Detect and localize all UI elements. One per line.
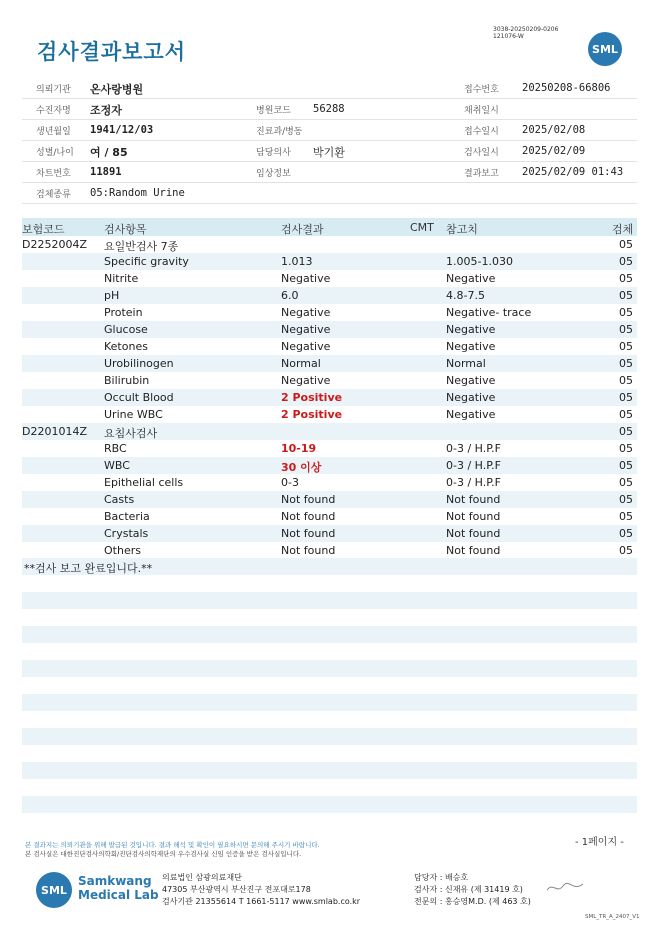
row-specimen: 05 (619, 255, 633, 268)
row-specimen: 05 (619, 442, 633, 455)
row-result: 10-19 (281, 442, 317, 455)
row-result: 1.013 (281, 255, 313, 268)
row-reference: 0-3 / H.P.F (446, 476, 501, 489)
brand-line-1: Samkwang (78, 874, 152, 888)
row-specimen: 05 (619, 476, 633, 489)
row-result: Negative (281, 306, 331, 319)
blank-row (22, 626, 637, 643)
row-reference: Negative (446, 323, 496, 336)
specimen-label: 검체종류 (36, 190, 71, 200)
clinical-label: 임상정보 (256, 169, 291, 179)
chart-value: 11891 (90, 166, 122, 178)
table-row (22, 508, 637, 525)
row-specimen: 05 (619, 272, 633, 285)
receipt-date-value: 2025/02/08 (522, 124, 586, 136)
footer-address: 47305 부산광역시 부산진구 전포대로178 (162, 885, 311, 894)
header-item: 검사항목 (104, 223, 147, 236)
table-row (22, 474, 637, 491)
header-cmt: CMT (410, 221, 434, 234)
row-item: 요침사검사 (104, 427, 158, 440)
row-specimen: 05 (619, 510, 633, 523)
footer-org-block (162, 872, 360, 908)
row-reference: Negative (446, 408, 496, 421)
info-row-specimen (22, 183, 637, 204)
row-item: Others (104, 544, 141, 557)
document-id-line2: 121076-W (493, 33, 524, 40)
report-value: 2025/02/09 01:43 (522, 166, 624, 178)
row-specimen: 05 (619, 425, 633, 438)
row-item: Crystals (104, 527, 149, 540)
table-row (22, 491, 637, 508)
row-specimen: 05 (619, 238, 633, 251)
row-result: 6.0 (281, 289, 299, 302)
row-item: 요일반검사 7종 (104, 240, 179, 253)
row-item: Glucose (104, 323, 148, 336)
table-row (22, 372, 637, 389)
row-result: Negative (281, 323, 331, 336)
row-reference: 4.8-7.5 (446, 289, 485, 302)
row-reference: Negative (446, 391, 496, 404)
row-item: Specific gravity (104, 255, 189, 268)
row-reference: Negative (446, 272, 496, 285)
footer-brand (78, 874, 159, 902)
row-reference: Negative- trace (446, 306, 532, 319)
row-reference: 0-3 / H.P.F (446, 459, 501, 472)
row-result: Negative (281, 272, 331, 285)
row-code: D2201014Z (22, 425, 87, 438)
table-row (22, 440, 637, 457)
dept-label: 진료과/병동 (256, 127, 303, 137)
results-table-header (22, 218, 637, 236)
footer-staff-block (414, 872, 531, 908)
footer-note-1: 본 결과지는 의뢰기관을 위해 발급된 것입니다. 결과 해석 및 확인이 필요하시면 문의해 주시기 바랍니다. (25, 841, 320, 849)
test-date-label: 검사일시 (464, 148, 499, 158)
chart-label: 차트번호 (36, 169, 71, 179)
row-item: Protein (104, 306, 143, 319)
dob-value: 1941/12/03 (90, 124, 154, 136)
table-row (22, 457, 637, 474)
row-result: 0-3 (281, 476, 299, 489)
row-result: Not found (281, 544, 336, 557)
completion-note: **검사 보고 완료입니다.** (24, 562, 153, 575)
row-specimen: 05 (619, 527, 633, 540)
document-id (493, 26, 558, 40)
row-specimen: 05 (619, 544, 633, 557)
doctor-value: 박기환 (313, 146, 345, 159)
footer-org: 의료법인 삼광의료재단 (162, 873, 242, 882)
blank-row (22, 796, 637, 813)
row-item: Epithelial cells (104, 476, 184, 489)
receipt-date-label: 접수일시 (464, 127, 499, 137)
footer-sml-logo-icon: SML (36, 872, 72, 908)
row-specimen: 05 (619, 306, 633, 319)
row-reference: Not found (446, 510, 501, 523)
row-specimen: 05 (619, 289, 633, 302)
test-date-value: 2025/02/09 (522, 145, 586, 157)
row-specimen: 05 (619, 493, 633, 506)
row-reference: Negative (446, 374, 496, 387)
row-reference: 1.005-1.030 (446, 255, 513, 268)
row-reference: Not found (446, 527, 501, 540)
sex-age-value: 여 / 85 (90, 146, 128, 159)
row-reference: Normal (446, 357, 486, 370)
info-row-hospital (22, 78, 637, 99)
row-specimen: 05 (619, 357, 633, 370)
row-specimen: 05 (619, 408, 633, 421)
row-item: Bacteria (104, 510, 150, 523)
row-item: Urobilinogen (104, 357, 174, 370)
dob-label: 생년월일 (36, 127, 71, 137)
table-row (22, 321, 637, 338)
footer-specialist: 전문의 : 홍승영M.D. (제 463 호) (414, 897, 531, 906)
header-code: 보험코드 (22, 223, 65, 236)
info-row-sex-age (22, 141, 637, 162)
table-row (22, 287, 637, 304)
row-item: Bilirubin (104, 374, 150, 387)
completion-row (22, 558, 637, 575)
info-row-chart (22, 162, 637, 183)
row-reference: Not found (446, 493, 501, 506)
footer-tester: 검사자 : 신재유 (제 31419 호) (414, 885, 523, 894)
row-specimen: 05 (619, 323, 633, 336)
brand-line-2: Medical Lab (78, 888, 159, 902)
row-result: Negative (281, 340, 331, 353)
hospital-code-value: 56288 (313, 103, 345, 115)
blank-row (22, 592, 637, 609)
hospital-label: 의뢰기관 (36, 85, 71, 95)
row-result: Negative (281, 374, 331, 387)
hospital-code-label: 병원코드 (256, 106, 291, 116)
table-row (22, 304, 637, 321)
collect-label: 채취일시 (464, 106, 499, 116)
footer-contact: 검사기관 21355614 T 1661-5117 www.smlab.co.kr (162, 897, 361, 906)
form-id: SML_TR_A_2407_V1 (585, 914, 640, 920)
table-row (22, 355, 637, 372)
row-item: WBC (104, 459, 130, 472)
row-item: Ketones (104, 340, 148, 353)
row-result: Not found (281, 527, 336, 540)
row-result: 2 Positive (281, 391, 343, 404)
row-reference: Not found (446, 544, 501, 557)
header-result: 검사결과 (281, 223, 324, 236)
table-row (22, 423, 637, 440)
page-title: 검사결과보고서 (37, 40, 187, 64)
info-row-name (22, 99, 637, 120)
receipt-no-label: 접수번호 (464, 85, 499, 95)
receipt-no-value: 20250208-66806 (522, 82, 611, 94)
row-reference: Negative (446, 340, 496, 353)
header-specimen: 검체 (612, 223, 634, 236)
blank-row (22, 660, 637, 677)
table-row (22, 542, 637, 559)
row-item: pH (104, 289, 120, 302)
table-row (22, 253, 637, 270)
specimen-value: 05:Random Urine (90, 187, 185, 199)
table-row (22, 270, 637, 287)
row-specimen: 05 (619, 459, 633, 472)
row-specimen: 05 (619, 340, 633, 353)
row-item: RBC (104, 442, 127, 455)
hospital-value: 온사랑병원 (90, 83, 144, 96)
row-specimen: 05 (619, 391, 633, 404)
sex-age-label: 성별/나이 (36, 148, 74, 158)
blank-row (22, 762, 637, 779)
name-label: 수진자명 (36, 106, 71, 116)
table-row (22, 236, 637, 253)
footer-manager: 담당자 : 배승호 (414, 873, 469, 882)
row-result: Not found (281, 493, 336, 506)
row-result: Not found (281, 510, 336, 523)
row-item: Nitrite (104, 272, 139, 285)
page-number: - 1페이지 - (575, 837, 624, 848)
report-label: 결과보고 (464, 169, 499, 179)
footer-note-2: 본 검사실은 대한진단검사의학회/진단검사의학재단의 우수검사실 신임 인증을 받은 검사실입니다. (25, 850, 302, 858)
row-result: 30 이상 (281, 461, 322, 474)
signature-image (545, 880, 585, 896)
row-result: 2 Positive (281, 408, 343, 421)
document-id-line1: 3038-20250209-0206 (493, 26, 559, 33)
row-result: Normal (281, 357, 321, 370)
sml-logo-icon: SML (588, 32, 622, 66)
table-row (22, 338, 637, 355)
table-row (22, 406, 637, 423)
blank-row (22, 694, 637, 711)
header-ref: 참고치 (446, 223, 478, 236)
row-code: D2252004Z (22, 238, 87, 251)
doctor-label: 담당의사 (256, 148, 291, 158)
row-item: Casts (104, 493, 135, 506)
row-item: Occult Blood (104, 391, 174, 404)
row-item: Urine WBC (104, 408, 163, 421)
name-value: 조정자 (90, 104, 122, 117)
table-row (22, 525, 637, 542)
table-row (22, 389, 637, 406)
row-reference: 0-3 / H.P.F (446, 442, 501, 455)
row-specimen: 05 (619, 374, 633, 387)
info-row-dob (22, 120, 637, 141)
blank-row (22, 728, 637, 745)
